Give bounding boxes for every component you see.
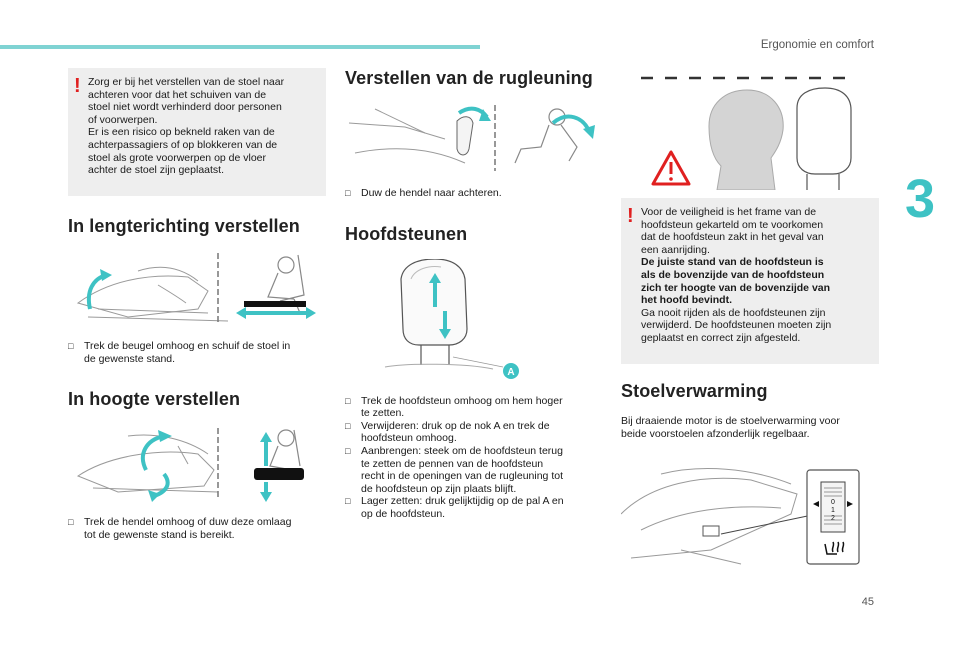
- illustration-headrest-position: [621, 74, 879, 190]
- chapter-number: 3: [904, 169, 935, 229]
- warning-line: Er is een risico op bekneld raken van de: [88, 126, 275, 139]
- checkbox-bullet-icon: □: [345, 496, 351, 507]
- warning-line: of voorwerpen.: [88, 113, 158, 126]
- dial-position-0: 0: [831, 499, 835, 507]
- section-title-height: In hoogte verstellen: [68, 389, 241, 410]
- instruction-headrest-remove: □ Verwijderen: druk op de nok A en trek de hoofdsteun omhoog.: [345, 419, 550, 445]
- column-1: [68, 68, 326, 541]
- illustration-length-adjust: [68, 251, 326, 327]
- checkbox-bullet-icon: □: [345, 188, 351, 198]
- warning-icon: !: [627, 205, 634, 227]
- illustration-backrest: [345, 103, 603, 173]
- warning-box-headrest: ! Voor de veiligheid is het frame van de hoofdsteun gekarteld om te voorkomen dat de hoofdsteun zakt in het geval van een aanrijding. De juiste stand van de hoofdsteun is als de bovenzijde van de hoofdsteun zich ter hoogte van de bovenzijde van het hoofd bevindt. Ga nooit rijden als de hoofdsteunen zijn verwijderd. De hoofdsteunen moeten zijn geplaatst en correct zijn afgesteld.: [621, 198, 879, 364]
- instruction-height: □ Trek de hendel omhoog of duw deze omlaag tot de gewenste stand is bereikt.: [68, 516, 292, 541]
- warning-line: achterpassagiers of op blokkeren van de: [88, 138, 278, 151]
- checkbox-bullet-icon: □: [68, 341, 74, 351]
- warning-icon: !: [74, 75, 81, 97]
- column-3: [621, 68, 879, 568]
- warning-line: stoel niet wordt verhinderd door personen: [88, 101, 282, 114]
- illustration-headrest: [345, 259, 603, 381]
- page-number: 45: [861, 596, 874, 608]
- instruction-headrest-install: □ Aanbrengen: steek om de hoofdsteun terug te zetten de pennen van de hoofdsteun recht in de openingen van de rugleuning tot de hoofdsteun op zijn plaats blijft.: [345, 444, 563, 495]
- headrest-callout-a: A: [507, 366, 515, 378]
- section-header: Ergonomie en comfort: [760, 39, 874, 51]
- checkbox-bullet-icon: □: [68, 517, 74, 528]
- section-title-backrest: Verstellen van de rugleuning: [345, 68, 593, 88]
- illustration-seat-heating: [621, 454, 879, 568]
- dial-position-2: 2: [831, 515, 835, 523]
- seat-heating-description: Bij draaiende motor is de stoelverwarming voor beide voorstoelen afzonderlijk regelbaar.: [621, 415, 840, 440]
- section-title-headrests: Hoofdsteunen: [345, 223, 468, 244]
- checkbox-bullet-icon: □: [345, 395, 351, 406]
- warning-box-seat-slide: [68, 68, 326, 196]
- dial-position-1: 1: [831, 507, 835, 515]
- instruction-list-headrests: [345, 395, 603, 521]
- header-accent-bar: [0, 45, 480, 49]
- column-2: [345, 68, 603, 521]
- section-title-seat-heating: Stoelverwarming: [621, 381, 768, 401]
- instruction-length: □ Trek de beugel omhoog en schuif de stoel in de gewenste stand.: [68, 340, 291, 365]
- warning-line: achteren voor dat het schuiven van de: [88, 88, 267, 101]
- section-title-length: In lengterichting verstellen: [68, 216, 300, 236]
- warning-line: stoel als grote voorwerpen op de vloer: [88, 151, 267, 164]
- warning-line: achter de stoel zijn geplaatst.: [88, 164, 224, 177]
- instruction-headrest-lower: □ Lager zetten: druk gelijktijdig op de pal A en op de hoofdsteun.: [345, 495, 564, 520]
- instruction-backrest: □ Duw de hendel naar achteren.: [345, 187, 502, 199]
- checkbox-bullet-icon: □: [345, 420, 351, 431]
- warning-line: Zorg er bij het verstellen van de stoel naar: [88, 76, 285, 88]
- instruction-headrest-raise: □ Trek de hoofdsteun omhoog om hem hoger te zetten.: [345, 394, 563, 420]
- illustration-height-adjust: [68, 426, 326, 502]
- checkbox-bullet-icon: □: [345, 445, 351, 456]
